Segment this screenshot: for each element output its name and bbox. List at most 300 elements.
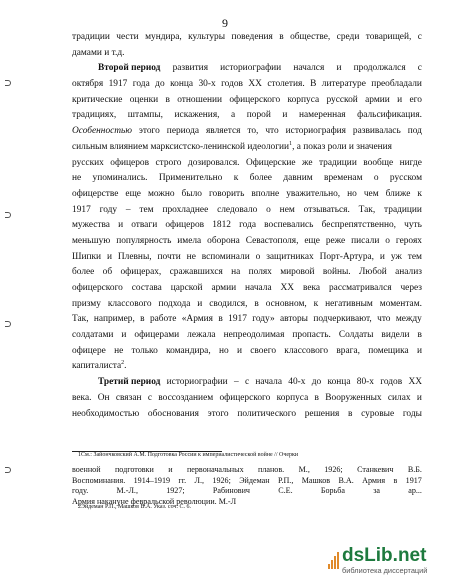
body-line	[72, 46, 422, 62]
word: 1927;	[166, 486, 185, 496]
body-line	[72, 108, 422, 124]
footnote-line	[72, 476, 422, 486]
word: упоминались.	[92, 173, 148, 184]
word: Севастополя,	[245, 235, 299, 246]
word: решения	[304, 408, 340, 419]
footnote-line	[72, 452, 422, 465]
word: офицере	[72, 345, 106, 356]
word: отзываться.	[303, 204, 350, 215]
word: беспрепятственно,	[321, 220, 397, 231]
word: году.	[72, 486, 89, 496]
word: например,	[93, 314, 135, 325]
word: помещика	[368, 345, 409, 356]
word: 1917	[72, 204, 91, 215]
binding-hole-mark	[5, 321, 11, 327]
word: столетия.	[267, 79, 305, 90]
word: Л.,	[194, 475, 205, 485]
word: планов.	[258, 465, 285, 475]
body-line	[72, 375, 422, 391]
body-line	[72, 124, 422, 140]
word: и	[197, 298, 203, 309]
word: в	[254, 298, 259, 309]
footnote-line	[72, 465, 422, 475]
word: Так,	[72, 314, 89, 325]
word: –	[233, 377, 239, 388]
word: историографии	[220, 63, 282, 74]
body-line	[72, 234, 422, 250]
word: более	[72, 267, 95, 278]
word: давним	[283, 173, 313, 184]
word: в	[393, 475, 398, 485]
word: Солдаты	[338, 330, 374, 341]
word: уважительно,	[286, 188, 341, 199]
word: уж	[390, 251, 402, 262]
word: следовало	[217, 204, 258, 215]
word: и	[236, 345, 242, 356]
word: и	[282, 110, 288, 121]
footnote-ref: 1См.: Зайончковский А.М. Подготовка России к империалистической войне // Очерки	[78, 452, 299, 458]
body-line	[72, 328, 422, 344]
word: дозировался.	[187, 157, 240, 168]
word: Плевны,	[117, 251, 152, 262]
text-run: См.: Зайончковский А.М. Подготовка России к империалистической войне // Очерки	[81, 452, 299, 458]
word: 1917	[228, 314, 247, 325]
word: реже	[325, 235, 346, 246]
word: не	[72, 173, 82, 184]
word: начала	[245, 283, 272, 293]
bar-logo-icon	[328, 551, 339, 569]
word: развития	[172, 63, 208, 74]
word: году	[99, 204, 118, 215]
word: под	[407, 126, 422, 137]
word: среди	[336, 32, 360, 42]
text-run: , а показ роли и значения	[292, 141, 392, 152]
word: непреодолимая	[223, 330, 285, 341]
word: имела	[177, 235, 202, 246]
word: армии	[211, 283, 237, 293]
word: о	[385, 235, 390, 246]
footnote-ref: 2	[121, 360, 125, 367]
word: только	[131, 345, 158, 356]
word: через	[400, 283, 422, 293]
word: Эйдеман	[239, 475, 270, 485]
word: Применительно	[158, 173, 223, 184]
binding-hole-mark	[5, 467, 11, 473]
word: традициях,	[72, 110, 117, 121]
body-line	[72, 407, 422, 423]
footnote-line	[72, 486, 422, 496]
word: и	[121, 330, 127, 341]
word: 1812	[212, 220, 231, 231]
word: говорить	[208, 188, 245, 199]
word: классового	[284, 345, 329, 356]
word: офицерах,	[120, 267, 162, 278]
word: мировой	[280, 267, 315, 278]
word: то,	[247, 126, 259, 137]
watermark-title: dsLib.net	[342, 544, 427, 566]
word: 1917	[405, 475, 422, 485]
word: года	[132, 79, 150, 90]
word: чуть	[404, 220, 422, 231]
word: тем	[407, 251, 422, 262]
word: оборона	[207, 235, 240, 246]
word: вообще	[363, 157, 394, 168]
word: гг.	[178, 475, 187, 485]
word: русском	[389, 173, 422, 184]
word: воспевались	[264, 220, 314, 231]
word: В.Б.	[407, 465, 422, 475]
word: армии	[365, 94, 390, 105]
word: своего	[250, 345, 277, 356]
word: конца	[327, 377, 351, 388]
body-line	[72, 61, 422, 77]
word: и	[397, 94, 403, 105]
word: силах	[387, 392, 411, 403]
footnote-line	[72, 503, 422, 517]
word: Вооруженных	[325, 392, 382, 403]
word: является	[205, 126, 241, 137]
body-line	[72, 187, 422, 203]
word: октября	[72, 79, 104, 90]
page-number: 9	[222, 16, 228, 30]
word: году»	[252, 314, 275, 325]
word: было	[181, 188, 202, 199]
word: XX	[280, 283, 295, 293]
period-heading: Второй период	[98, 63, 161, 74]
word: ближе	[385, 188, 411, 199]
text-run: Эйдеман Р.П., Машков В.А. Указ. соч. С. 6.	[81, 503, 191, 510]
word: этого	[207, 408, 229, 419]
body-line	[72, 218, 422, 234]
word: В	[310, 79, 317, 90]
word: более	[249, 173, 272, 184]
word: строго	[155, 157, 182, 168]
word: отношении	[177, 94, 223, 105]
word: в	[417, 330, 422, 341]
word: С.Е.	[278, 486, 293, 496]
footnote-ref: 2Эйдеман Р.П., Машков В.А. Указ. соч. С. 6.	[78, 503, 191, 510]
word: XX	[408, 377, 422, 388]
body-line	[72, 30, 422, 46]
emphasized-text: Особенностью	[72, 126, 132, 137]
word: в	[140, 314, 145, 325]
word: тем	[139, 204, 154, 215]
word: же	[302, 157, 313, 168]
word: периода	[166, 126, 200, 137]
word: М.,	[298, 465, 310, 475]
word: состава	[131, 283, 162, 293]
word: развивалась	[352, 126, 401, 137]
word: с	[417, 32, 422, 42]
word: мундира,	[145, 32, 182, 42]
word: между	[395, 314, 422, 325]
word: сводился,	[209, 298, 248, 309]
word: о	[255, 251, 261, 262]
word: связан	[115, 392, 142, 403]
word: культуры	[188, 32, 226, 42]
word: 1914–1919	[133, 475, 171, 485]
word: и	[379, 251, 385, 262]
word: основном,	[265, 298, 307, 309]
word: 30-х	[198, 79, 216, 90]
watermark-subtitle: библиотека диссертаций	[342, 565, 428, 575]
word: Любой	[358, 267, 387, 278]
word: с	[147, 392, 152, 403]
word: штампы,	[127, 110, 163, 121]
word: о	[373, 173, 379, 184]
word: русских	[72, 157, 104, 168]
word: историография	[285, 126, 346, 137]
word: офицерского	[219, 392, 271, 403]
word: можно	[147, 188, 175, 199]
word: 1917	[108, 79, 128, 90]
word: 80-х	[356, 377, 374, 388]
word: начался	[293, 63, 325, 74]
word: вполне	[251, 188, 280, 199]
word: с	[244, 377, 250, 388]
word: традиции	[384, 204, 422, 215]
word: его	[409, 94, 422, 105]
word: ар...	[408, 486, 422, 496]
word: вспоминали	[201, 251, 250, 262]
word: века.	[72, 392, 92, 403]
word: Станкевич	[357, 465, 394, 475]
word: годы	[402, 408, 422, 419]
word: обоснования	[147, 408, 199, 419]
word: Р.П.,	[277, 475, 294, 485]
word: историографии	[166, 377, 228, 388]
word: сражавшихся	[169, 267, 223, 278]
word: лежала	[187, 330, 216, 341]
word: первоначальных	[186, 465, 244, 475]
word: офицерского	[72, 283, 123, 293]
word: до	[155, 79, 165, 90]
body-line	[72, 265, 422, 281]
word: чести	[116, 32, 139, 42]
word: конца	[170, 79, 194, 90]
word: 1926;	[212, 475, 231, 485]
word: офицерстве	[72, 188, 119, 199]
word: анализ	[395, 267, 422, 278]
word: и	[336, 63, 342, 74]
word: к	[233, 173, 239, 184]
word: годов	[380, 377, 403, 388]
word: а	[231, 110, 236, 121]
word: до	[311, 377, 322, 388]
word: века	[302, 283, 321, 293]
watermark	[328, 540, 446, 580]
word: моментам.	[379, 298, 422, 309]
word: врага,	[336, 345, 360, 356]
word: не	[186, 251, 196, 262]
word: в	[314, 392, 319, 403]
word: Борьба	[320, 486, 345, 496]
body-line	[72, 156, 422, 172]
word: 40-х	[288, 377, 306, 388]
word: призму	[72, 298, 101, 309]
word: о	[266, 204, 271, 215]
word: –	[125, 204, 131, 215]
word: и	[118, 220, 124, 231]
word: офицеров	[165, 220, 205, 231]
body-line	[72, 344, 422, 360]
word: не	[114, 345, 124, 356]
word: Так,	[358, 204, 376, 215]
word: солдатами	[72, 330, 114, 341]
body-text	[72, 30, 422, 422]
word: критические	[72, 94, 123, 105]
word: нигде	[399, 157, 422, 168]
word: в	[279, 32, 284, 42]
word: командира,	[166, 345, 211, 356]
body-line	[72, 250, 422, 266]
word: защитниках	[266, 251, 314, 262]
word: в	[218, 314, 223, 325]
word: и	[416, 345, 422, 356]
word: на	[231, 267, 241, 278]
word: популярность	[116, 235, 172, 246]
word: Он	[97, 392, 110, 403]
word: Офицерские	[245, 157, 296, 168]
word: офицерского	[229, 94, 281, 105]
body-line	[72, 77, 422, 93]
word: прохладнее	[162, 204, 209, 215]
word: начала	[255, 377, 283, 388]
word: необходимостью	[72, 408, 140, 419]
word: подчеркивают,	[313, 314, 372, 325]
word: М.-Л.,	[116, 486, 138, 496]
word: еще	[304, 235, 320, 246]
word: царской	[170, 283, 203, 293]
word: корпуса	[287, 94, 320, 105]
word: но	[347, 188, 357, 199]
body-line	[72, 281, 422, 297]
word: XX	[248, 79, 262, 90]
body-line	[72, 359, 422, 375]
word: героях	[395, 235, 422, 246]
word: 1926;	[324, 465, 343, 475]
word: суровые	[361, 408, 395, 419]
word: политического	[237, 408, 297, 419]
word: продолжался	[353, 63, 406, 74]
word: этого	[138, 126, 160, 137]
word: товарищей,	[365, 32, 412, 42]
word: авторы	[279, 314, 308, 325]
body-line	[72, 203, 422, 219]
word: фальсификация.	[357, 110, 422, 121]
word: полях	[248, 267, 272, 278]
word: офицеров	[110, 157, 150, 168]
word: корпуса	[276, 392, 309, 403]
word: еще	[125, 188, 141, 199]
word: и	[168, 465, 173, 475]
body-line	[72, 171, 422, 187]
word: В.А.	[338, 475, 354, 485]
word: обществе,	[290, 32, 331, 42]
word: но	[218, 345, 229, 356]
word: военной	[72, 465, 101, 475]
word: и	[416, 392, 422, 403]
word: порой	[246, 110, 271, 121]
word: мужества	[72, 220, 110, 231]
word: годов	[221, 79, 243, 90]
word: негативным	[325, 298, 373, 309]
word: искажения,	[174, 110, 220, 121]
text-run: .	[124, 361, 127, 372]
word: преобладали	[371, 79, 422, 90]
word: временам	[324, 173, 363, 184]
word: Воспоминания.	[72, 475, 126, 485]
word: Машков	[301, 475, 331, 485]
word: почти	[157, 251, 181, 262]
body-line	[72, 93, 422, 109]
word: нем	[279, 204, 295, 215]
word: меньшую	[72, 235, 111, 246]
word: об	[102, 267, 113, 278]
word: и	[106, 251, 112, 262]
word: офицерами	[134, 330, 180, 341]
word: рассматривался	[328, 283, 392, 293]
word: классового	[107, 298, 152, 309]
binding-hole-mark	[5, 212, 11, 218]
word: за	[373, 486, 381, 496]
binding-hole-mark	[5, 80, 11, 86]
word: пропасть.	[292, 330, 331, 341]
period-heading: Третий период	[98, 377, 161, 388]
word: подхода	[158, 298, 191, 309]
word: Армия	[362, 475, 386, 485]
body-line	[72, 297, 422, 313]
text-run: дамами и т.д.	[72, 47, 125, 58]
word: работе	[149, 314, 177, 325]
word: что	[265, 126, 279, 137]
word: литературе	[321, 79, 366, 90]
word: подготовки	[114, 465, 154, 475]
word: воссозданием	[158, 392, 214, 403]
word: Порт-Артура,	[319, 251, 375, 262]
word: отваги	[131, 220, 158, 231]
body-line	[72, 391, 422, 407]
word: к	[313, 298, 319, 309]
word: войны.	[322, 267, 351, 278]
text-run: сильным влиянием марксистско-ленинской идеологии$^1$, а показ роли и значения	[72, 140, 392, 152]
word: в	[165, 94, 170, 105]
word: «Армия	[181, 314, 213, 325]
word: намеренная	[298, 110, 346, 121]
word: что	[377, 314, 391, 325]
word: русской	[326, 94, 358, 105]
word: традиции	[72, 32, 110, 42]
body-line	[72, 312, 422, 328]
body-line	[72, 140, 422, 156]
footnote-ref: 1	[289, 140, 293, 147]
footnotes	[72, 452, 422, 517]
word: Рабинович	[212, 486, 251, 496]
word: к	[417, 188, 422, 199]
word: с	[417, 63, 422, 74]
word: в	[348, 408, 353, 419]
word: года	[239, 220, 257, 231]
word: оценки	[129, 94, 159, 105]
text-run: Армия накануне февральской революции. М.-Л	[72, 496, 237, 506]
word: видели	[381, 330, 410, 341]
word: поведения	[231, 32, 273, 42]
word: писали	[351, 235, 380, 246]
text-run: капиталиста$^2$.	[72, 360, 127, 372]
word: чем	[363, 188, 379, 199]
word: Шипки	[72, 251, 102, 262]
word: традиции	[318, 157, 357, 168]
